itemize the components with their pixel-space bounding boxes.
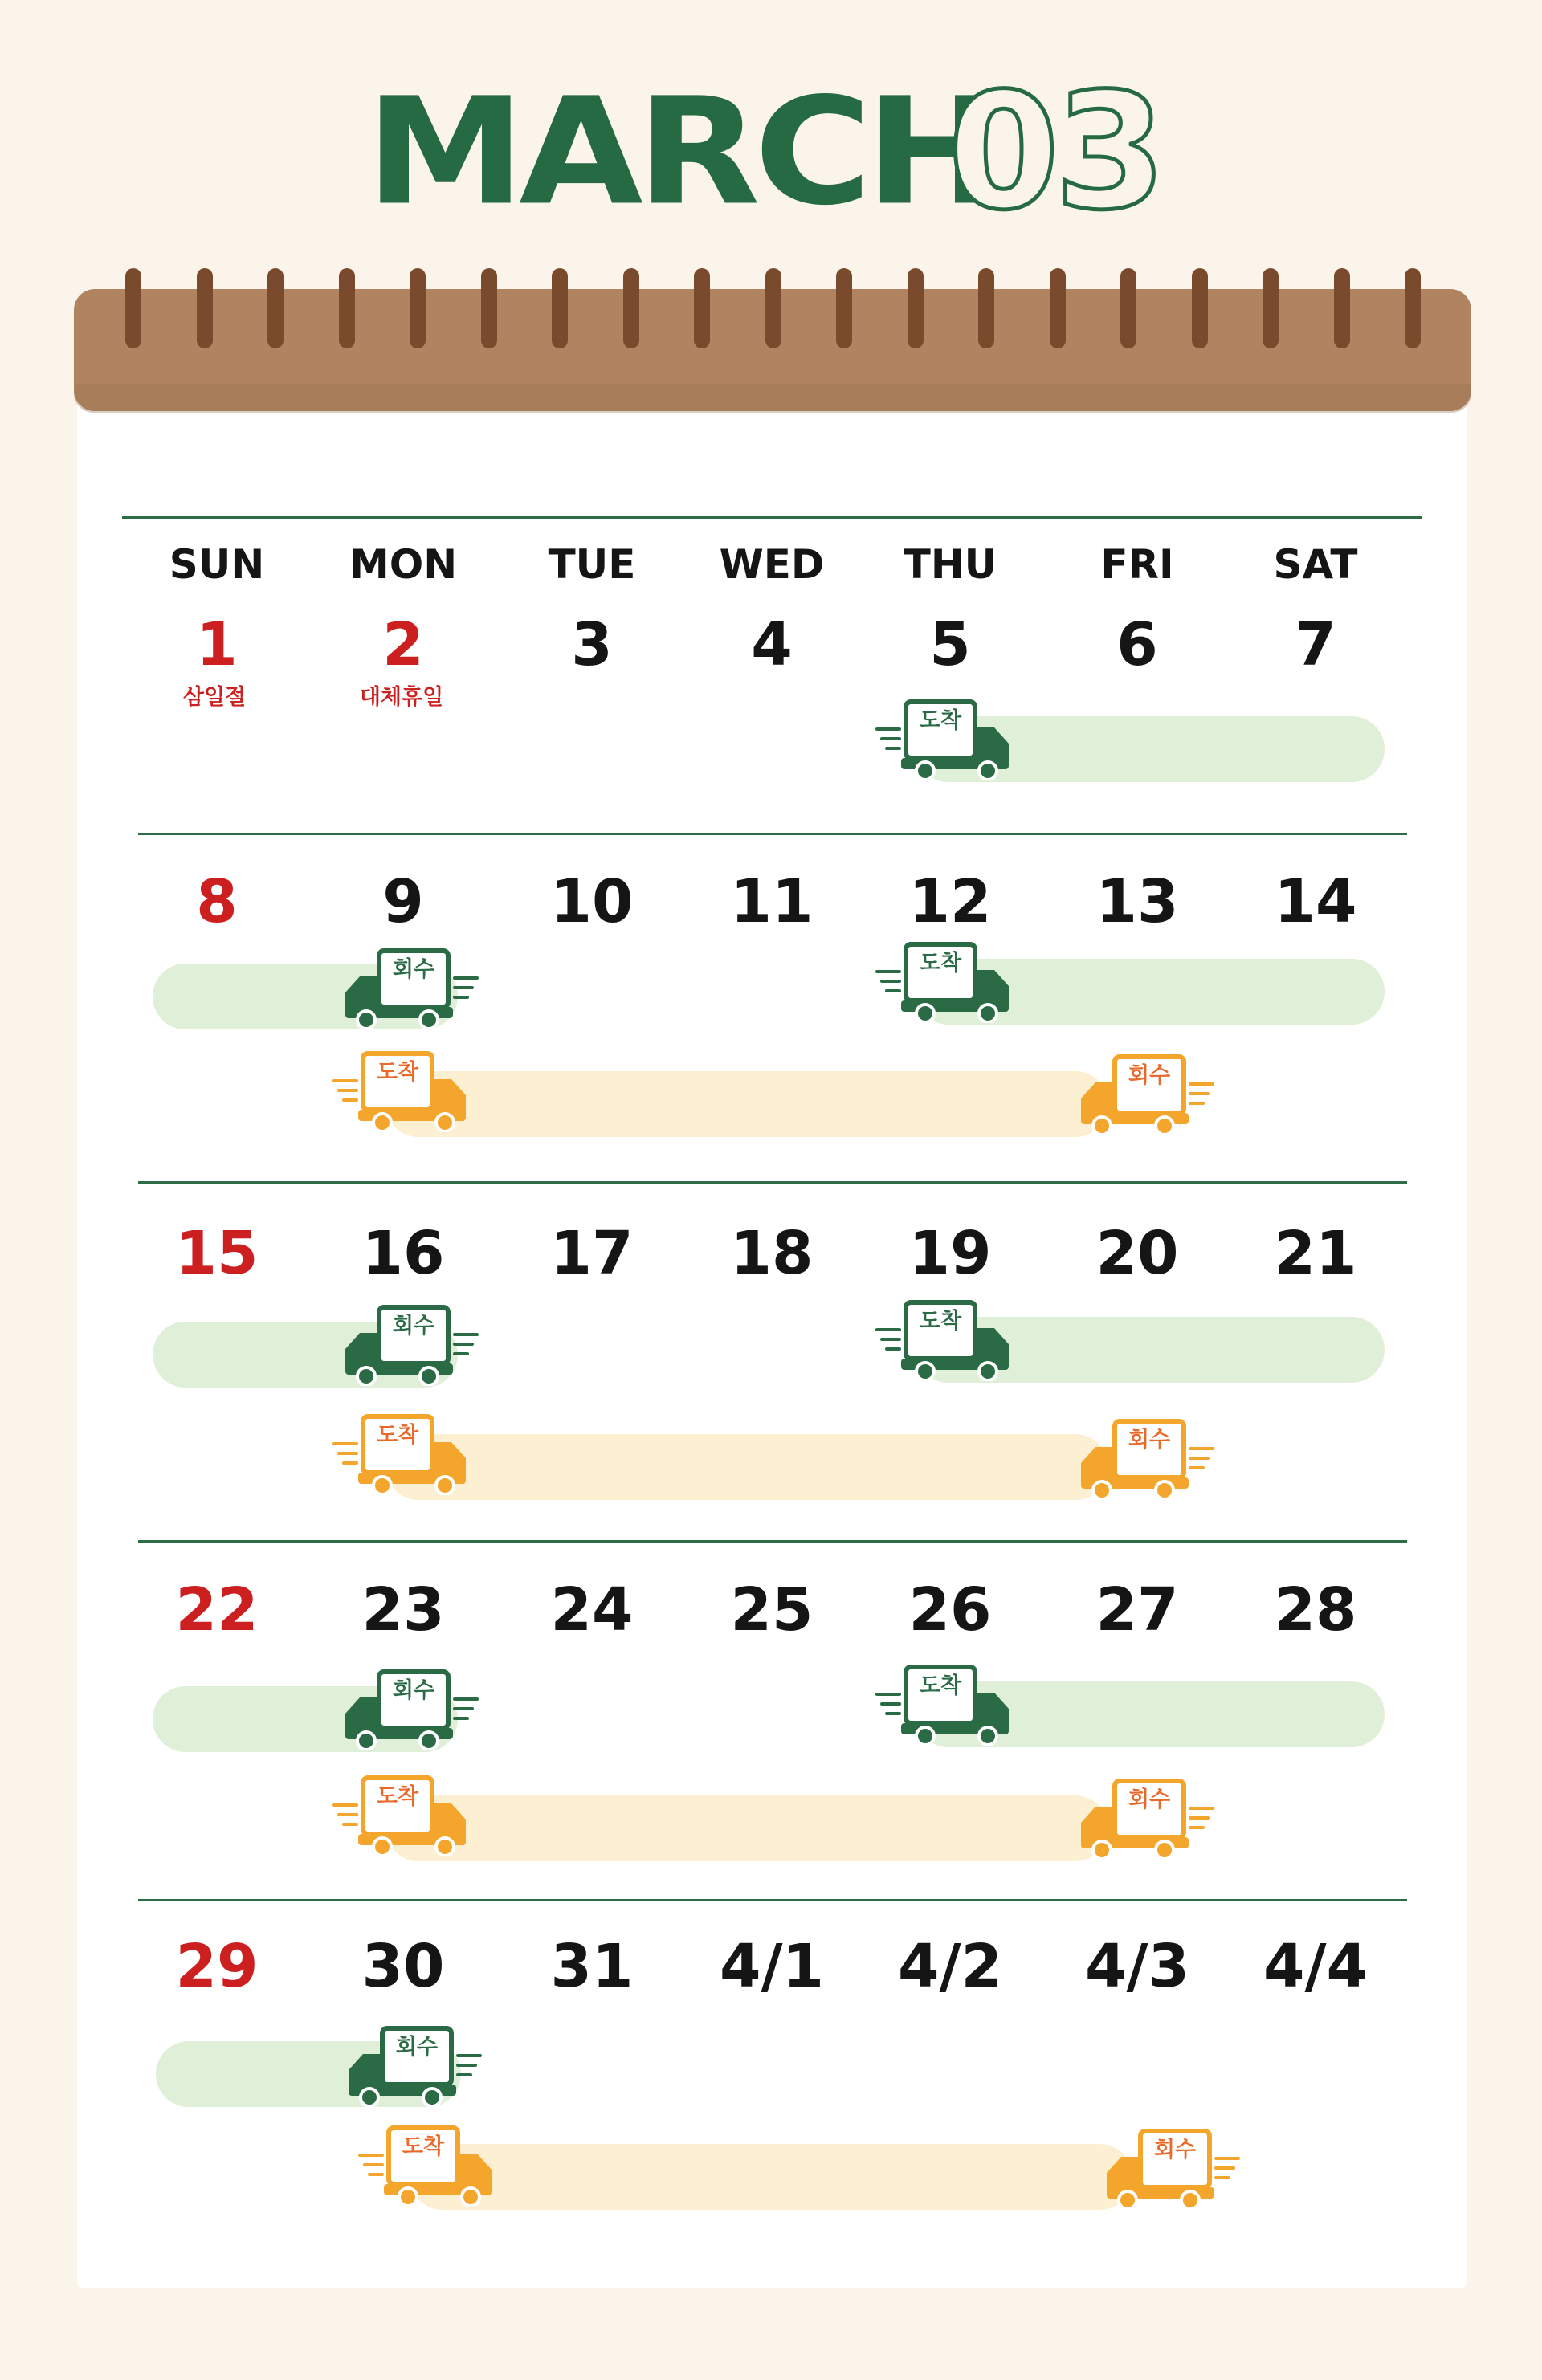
date-cell[interactable]: 4/1: [719, 1932, 824, 2001]
title: [0, 59, 1542, 246]
binder-ring: [1192, 268, 1208, 348]
date-cell[interactable]: 4/4: [1263, 1932, 1368, 2001]
holiday-label-sun: 삼일절: [182, 685, 247, 710]
arrival-label: 도착: [402, 2134, 445, 2159]
rental-bar-yellow: [386, 1795, 1108, 1861]
arrival-truck-icon: [358, 2123, 508, 2207]
date-cell[interactable]: 21: [1274, 1219, 1357, 1288]
rental-bar-yellow: [386, 1071, 1108, 1137]
binder-ring: [978, 268, 994, 348]
week-rule: [138, 1181, 1407, 1184]
arrival-label: 도착: [376, 1423, 419, 1448]
pickup-truck-icon: [1065, 1052, 1214, 1135]
binder-ring: [694, 268, 710, 348]
date-cell[interactable]: 1: [196, 610, 238, 679]
arrival-label: 도착: [919, 1309, 962, 1334]
date-cell[interactable]: 16: [361, 1219, 445, 1288]
arrival-label: 도착: [919, 1673, 962, 1698]
date-cell[interactable]: 5: [929, 610, 971, 679]
pickup-label: 회수: [1128, 1063, 1171, 1088]
binder-ring: [410, 268, 426, 348]
binder-ring: [339, 268, 355, 348]
date-cell[interactable]: 20: [1095, 1219, 1179, 1288]
binder-ring: [623, 268, 639, 348]
date-cell[interactable]: 25: [730, 1575, 814, 1644]
pickup-truck-icon: [329, 1302, 479, 1386]
binder-ring: [1120, 268, 1136, 348]
pickup-label: 회수: [1128, 1787, 1171, 1812]
binder-ring: [1263, 268, 1279, 348]
date-cell[interactable]: 26: [908, 1575, 992, 1644]
pickup-label: 회수: [1153, 2138, 1197, 2162]
binder-ring: [197, 268, 213, 348]
binder-ring: [1405, 268, 1421, 348]
pickup-truck-icon: [1091, 2126, 1240, 2210]
date-cell[interactable]: 13: [1095, 867, 1179, 936]
arrival-truck-icon: [875, 697, 1025, 780]
date-cell[interactable]: 28: [1274, 1575, 1357, 1644]
binder-ring: [125, 268, 141, 348]
rental-bar-yellow: [410, 2144, 1132, 2210]
arrival-label: 도착: [919, 708, 962, 733]
binder-edge: [74, 384, 1471, 413]
date-cell[interactable]: 9: [382, 867, 424, 936]
binder-ring: [1050, 268, 1066, 348]
pickup-label: 회수: [395, 2035, 439, 2060]
week-rule: [138, 833, 1407, 835]
arrival-label: 도착: [376, 1784, 419, 1809]
pickup-truck-icon: [1065, 1776, 1214, 1860]
holiday-label-mon: 대체휴일: [359, 685, 444, 710]
binder-ring: [836, 268, 852, 348]
date-cell[interactable]: 14: [1274, 867, 1357, 936]
pickup-label: 회수: [392, 1314, 435, 1339]
arrival-truck-icon: [875, 1298, 1025, 1381]
pickup-label: 회수: [392, 957, 435, 982]
binder-ring: [267, 268, 284, 348]
pickup-truck-icon: [1065, 1416, 1214, 1500]
date-cell[interactable]: 10: [550, 867, 634, 936]
arrival-truck-icon: [875, 939, 1025, 1023]
date-cell[interactable]: 15: [175, 1219, 259, 1288]
arrival-truck-icon: [875, 1662, 1025, 1746]
weekday-sat: SAT: [1273, 541, 1358, 588]
date-cell[interactable]: 4: [751, 610, 793, 679]
date-cell[interactable]: 24: [550, 1575, 634, 1644]
arrival-truck-icon: [332, 1773, 482, 1856]
binder-ring: [481, 268, 497, 348]
binder-ring: [1334, 268, 1350, 348]
weekday-fri: FRI: [1100, 541, 1174, 588]
rental-bar-yellow: [386, 1434, 1108, 1500]
date-cell[interactable]: 27: [1095, 1575, 1179, 1644]
date-cell[interactable]: 4/2: [897, 1932, 1002, 2001]
pickup-label: 회수: [392, 1678, 435, 1703]
pickup-truck-icon: [329, 1667, 479, 1750]
arrival-truck-icon: [332, 1412, 482, 1495]
binder-ring: [552, 268, 568, 348]
date-cell[interactable]: 31: [550, 1932, 634, 2001]
weekday-sun: SUN: [169, 541, 265, 588]
date-cell[interactable]: 30: [361, 1932, 445, 2001]
date-cell[interactable]: 11: [730, 867, 814, 936]
weekday-tue: TUE: [548, 541, 636, 588]
weekday-mon: MON: [349, 541, 458, 588]
date-cell[interactable]: 22: [175, 1575, 259, 1644]
weekday-wed: WED: [719, 541, 825, 588]
date-cell[interactable]: 6: [1116, 610, 1158, 679]
date-cell[interactable]: 23: [361, 1575, 445, 1644]
date-cell[interactable]: 3: [571, 610, 613, 679]
week-rule: [138, 1899, 1407, 1901]
arrival-label: 도착: [376, 1060, 419, 1085]
date-cell[interactable]: 8: [196, 867, 238, 936]
date-cell[interactable]: 4/3: [1084, 1932, 1189, 2001]
title-number: 03: [948, 59, 1162, 246]
date-cell[interactable]: 18: [730, 1219, 814, 1288]
weekday-thu: THU: [903, 541, 997, 588]
pickup-label: 회수: [1128, 1428, 1171, 1453]
title-month: MARCH: [365, 66, 993, 238]
arrival-label: 도착: [919, 951, 962, 976]
date-cell[interactable]: 19: [908, 1219, 992, 1288]
date-cell[interactable]: 2: [382, 610, 424, 679]
arrival-truck-icon: [332, 1049, 482, 1132]
date-cell[interactable]: 12: [908, 867, 992, 936]
pickup-truck-icon: [329, 946, 479, 1029]
binder-ring: [765, 268, 781, 348]
pickup-truck-icon: [332, 2023, 482, 2107]
date-cell[interactable]: 7: [1295, 610, 1336, 679]
week-rule: [138, 1540, 1407, 1543]
binder-ring: [908, 268, 924, 348]
date-cell[interactable]: 17: [550, 1219, 634, 1288]
date-cell[interactable]: 29: [175, 1932, 259, 2001]
header-rule: [122, 516, 1422, 519]
